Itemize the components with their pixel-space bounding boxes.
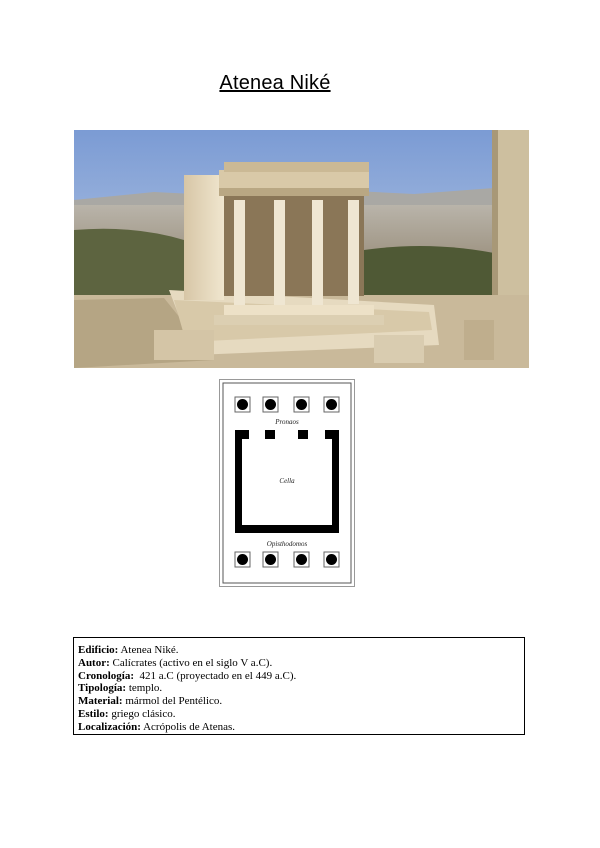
info-row-edificio bbox=[78, 644, 520, 657]
temple-photo bbox=[74, 130, 529, 368]
info-label: Estilo: bbox=[78, 707, 109, 720]
info-label: Tipología: bbox=[78, 682, 127, 695]
info-row-cronologia bbox=[78, 670, 520, 683]
info-label: Autor: bbox=[78, 656, 110, 669]
info-label: Edificio: bbox=[78, 644, 119, 656]
info-value: Calícrates (activo en el siglo V a.C). bbox=[109, 656, 273, 669]
info-value: templo. bbox=[126, 682, 163, 695]
info-row-autor bbox=[78, 657, 520, 670]
opisthodomos-label: Opisthodomos bbox=[266, 540, 308, 548]
page-title: Atenea Niké bbox=[219, 72, 331, 94]
info-row-localizacion bbox=[78, 721, 520, 734]
cella-label: Cella bbox=[279, 477, 295, 485]
info-value: griego clásico. bbox=[108, 707, 176, 720]
info-label: Cronología: bbox=[78, 669, 135, 682]
info-value: Acrópolis de Atenas. bbox=[140, 720, 236, 733]
info-row-tipologia bbox=[78, 682, 520, 695]
info-value: Atenea Niké. bbox=[118, 644, 179, 656]
info-value: 421 a.C (proyectado en el 449 a.C). bbox=[134, 669, 297, 682]
info-row-estilo bbox=[78, 708, 520, 721]
info-value: mármol del Pentélico. bbox=[122, 695, 223, 708]
pronaos-label: Pronaos bbox=[275, 418, 299, 426]
info-label: Localización: bbox=[78, 720, 141, 733]
building-info-box bbox=[73, 637, 525, 735]
temple-floor-plan bbox=[219, 379, 355, 587]
info-row-material bbox=[78, 695, 520, 708]
info-label: Material: bbox=[78, 695, 123, 708]
